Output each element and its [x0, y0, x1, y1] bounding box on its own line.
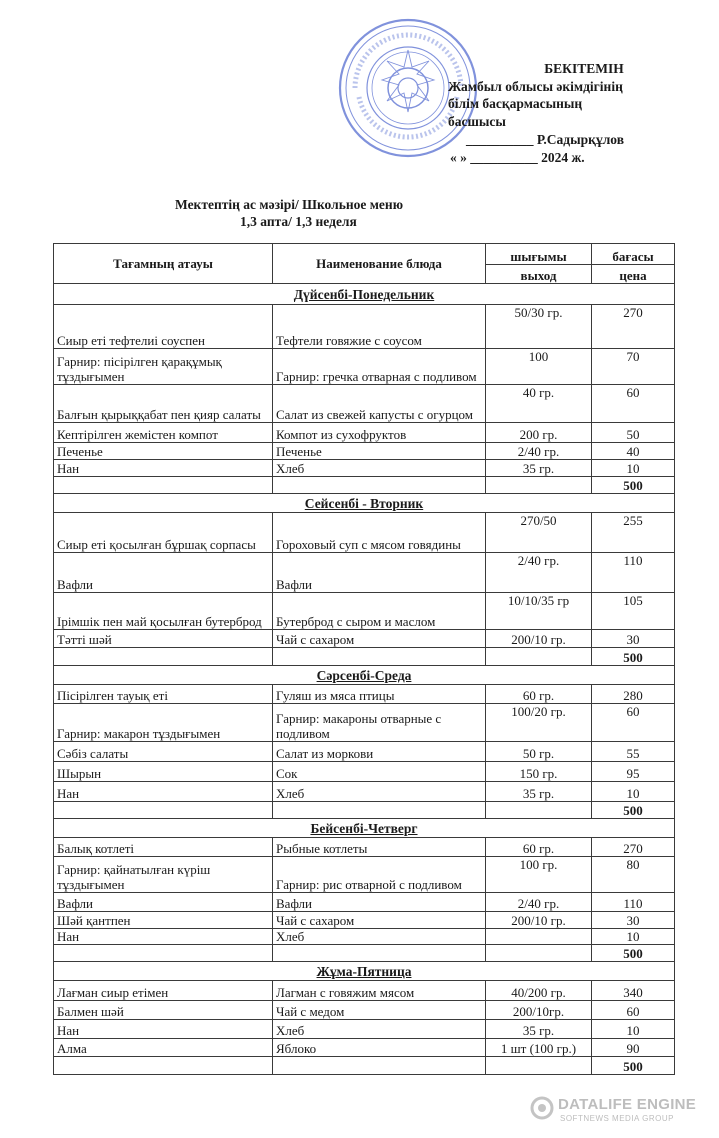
empty-cell — [273, 477, 486, 494]
total-row — [54, 477, 675, 494]
table-row — [54, 893, 675, 912]
dish-name-kz: Нан — [54, 1020, 273, 1039]
dish-name-ru: Салат из моркови — [273, 742, 486, 762]
dish-name-kz: Нан — [54, 782, 273, 802]
dish-price: 270 — [592, 305, 675, 349]
dish-name-kz: Гарнир: қайнатылған күріш тұздығымен — [54, 857, 273, 893]
dish-name-ru: Печенье — [273, 443, 486, 460]
table-row — [54, 593, 675, 630]
table-row — [54, 553, 675, 593]
dish-name-ru: Лагман с говяжим мясом — [273, 981, 486, 1001]
dish-price: 95 — [592, 762, 675, 782]
day-header-row — [54, 494, 675, 513]
dish-yield: 60 гр. — [486, 838, 592, 857]
dish-price: 110 — [592, 553, 675, 593]
dish-name-ru: Сок — [273, 762, 486, 782]
dish-yield: 40 гр. — [486, 385, 592, 423]
dish-name-kz: Балық котлеті — [54, 838, 273, 857]
dish-price: 30 — [592, 630, 675, 648]
empty-cell — [486, 802, 592, 819]
header-price-kz: бағасы — [592, 244, 675, 265]
dish-name-kz: Кептірілген жемістен компот — [54, 423, 273, 443]
day-total: 500 — [592, 802, 675, 819]
dish-yield: 50/30 гр. — [486, 305, 592, 349]
dish-name-ru: Чай с сахаром — [273, 912, 486, 929]
day-header-row — [54, 284, 675, 305]
dish-name-ru: Тефтели говяжие с соусом — [273, 305, 486, 349]
table-row — [54, 423, 675, 443]
header-name-ru: Наименование блюда — [273, 244, 486, 284]
table-row — [54, 349, 675, 385]
table-row — [54, 912, 675, 929]
empty-cell — [54, 1057, 273, 1075]
table-row — [54, 762, 675, 782]
table-row — [54, 1020, 675, 1039]
dish-name-kz: Тәтті шәй — [54, 630, 273, 648]
dish-price: 70 — [592, 349, 675, 385]
approval-line-1: Жамбыл облысы әкімдігінің — [448, 78, 623, 94]
dish-price: 30 — [592, 912, 675, 929]
header-name-kz: Тағамның атауы — [54, 244, 273, 284]
day-total: 500 — [592, 945, 675, 962]
empty-cell — [54, 648, 273, 666]
dish-name-ru: Салат из свежей капусты с огурцом — [273, 385, 486, 423]
approval-heading: БЕКІТЕМІН — [544, 61, 624, 76]
dish-name-ru: Чай с медом — [273, 1001, 486, 1020]
table-row — [54, 782, 675, 802]
table-row — [54, 1001, 675, 1020]
empty-cell — [486, 477, 592, 494]
title-line-2: 1,3 апта/ 1,3 неделя — [240, 214, 357, 229]
day-title: Сейсенбі - Вторник — [54, 494, 675, 513]
approval-line-3: басшысы — [448, 113, 506, 129]
table-row — [54, 305, 675, 349]
dish-name-kz: Гарнир: пісірілген қарақұмық тұздығымен — [54, 349, 273, 385]
dish-yield — [486, 929, 592, 945]
dish-name-ru: Вафли — [273, 893, 486, 912]
approval-block — [448, 60, 710, 166]
dish-name-ru: Хлеб — [273, 1020, 486, 1039]
dish-price: 90 — [592, 1039, 675, 1057]
dish-price: 60 — [592, 385, 675, 423]
title-line-1: Мектептің ас мәзірі/ Школьное меню — [175, 197, 404, 212]
menu-table — [53, 243, 675, 1075]
table-row — [54, 981, 675, 1001]
dish-price: 40 — [592, 443, 675, 460]
dish-name-kz: Пісірілген тауық еті — [54, 685, 273, 704]
day-title: Бейсенбі-Четверг — [54, 819, 675, 838]
table-row — [54, 929, 675, 945]
empty-cell — [54, 945, 273, 962]
empty-cell — [273, 945, 486, 962]
dish-price: 50 — [592, 423, 675, 443]
dish-price: 280 — [592, 685, 675, 704]
total-row — [54, 802, 675, 819]
dish-price: 10 — [592, 460, 675, 477]
empty-cell — [273, 1057, 486, 1075]
dish-price: 105 — [592, 593, 675, 630]
dish-name-ru: Хлеб — [273, 929, 486, 945]
day-title: Дүйсенбі-Понедельник — [54, 284, 675, 305]
dish-name-ru: Вафли — [273, 553, 486, 593]
dish-name-kz: Вафли — [54, 893, 273, 912]
dish-name-kz: Нан — [54, 460, 273, 477]
dish-name-kz: Балмен шәй — [54, 1001, 273, 1020]
dish-name-kz: Сиыр еті тефтелиі соуспен — [54, 305, 273, 349]
dish-yield: 40/200 гр. — [486, 981, 592, 1001]
header-yield-kz: шығымы — [486, 244, 592, 265]
dish-yield: 270/50 — [486, 513, 592, 553]
dish-name-kz: Шәй қантпен — [54, 912, 273, 929]
dish-name-kz: Сиыр еті қосылған бұршақ сорпасы — [54, 513, 273, 553]
total-row — [54, 648, 675, 666]
table-row — [54, 385, 675, 423]
empty-cell — [486, 648, 592, 666]
dish-name-kz: Лағман сиыр етімен — [54, 981, 273, 1001]
table-row — [54, 685, 675, 704]
day-total: 500 — [592, 477, 675, 494]
menu-body — [54, 284, 675, 1075]
dish-yield: 10/10/35 гр — [486, 593, 592, 630]
dish-name-ru: Гороховый суп с мясом говядины — [273, 513, 486, 553]
empty-cell — [486, 945, 592, 962]
dish-name-kz: Шырын — [54, 762, 273, 782]
dish-yield: 2/40 гр. — [486, 553, 592, 593]
dish-price: 60 — [592, 704, 675, 742]
dish-price: 255 — [592, 513, 675, 553]
total-row — [54, 1057, 675, 1075]
dish-name-kz: Алма — [54, 1039, 273, 1057]
empty-cell — [273, 648, 486, 666]
dish-yield: 2/40 гр. — [486, 893, 592, 912]
day-title: Сәрсенбі-Среда — [54, 666, 675, 685]
table-row — [54, 443, 675, 460]
dish-yield: 150 гр. — [486, 762, 592, 782]
dish-name-ru: Яблоко — [273, 1039, 486, 1057]
day-total: 500 — [592, 1057, 675, 1075]
dish-price: 340 — [592, 981, 675, 1001]
dish-name-ru: Чай с сахаром — [273, 630, 486, 648]
dish-name-kz: Гарнир: макарон тұздығымен — [54, 704, 273, 742]
total-row — [54, 945, 675, 962]
dish-price: 10 — [592, 782, 675, 802]
dish-price: 60 — [592, 1001, 675, 1020]
dish-name-kz: Печенье — [54, 443, 273, 460]
approval-signature: __________ Р.Садырқұлов — [466, 132, 624, 147]
dish-yield: 200/10гр. — [486, 1001, 592, 1020]
empty-cell — [486, 1057, 592, 1075]
dish-yield: 200/10 гр. — [486, 630, 592, 648]
day-header-row — [54, 819, 675, 838]
watermark-brand: DATALIFE ENGINE — [558, 1096, 697, 1113]
dish-yield: 35 гр. — [486, 460, 592, 477]
table-row — [54, 742, 675, 762]
dish-yield: 100 — [486, 349, 592, 385]
table-row — [54, 857, 675, 893]
dish-price: 110 — [592, 893, 675, 912]
dish-name-ru: Рыбные котлеты — [273, 838, 486, 857]
dish-name-ru: Гарнир: макароны отварные с подливом — [273, 704, 486, 742]
empty-cell — [273, 802, 486, 819]
empty-cell — [54, 477, 273, 494]
dish-yield: 100/20 гр. — [486, 704, 592, 742]
day-header-row — [54, 666, 675, 685]
approval-date: « » __________ 2024 ж. — [450, 149, 585, 165]
day-header-row — [54, 962, 675, 981]
dish-name-kz: Вафли — [54, 553, 273, 593]
dish-yield: 50 гр. — [486, 742, 592, 762]
dish-price: 270 — [592, 838, 675, 857]
day-total: 500 — [592, 648, 675, 666]
dish-name-kz: Нан — [54, 929, 273, 945]
dish-yield: 2/40 гр. — [486, 443, 592, 460]
table-row — [54, 704, 675, 742]
dish-price: 10 — [592, 929, 675, 945]
dish-yield: 200 гр. — [486, 423, 592, 443]
header-yield-ru: выход — [486, 265, 592, 284]
datalife-logo-icon — [530, 1096, 554, 1120]
table-row — [54, 838, 675, 857]
dish-name-ru: Гарнир: рис отварной с подливом — [273, 857, 486, 893]
dish-price: 10 — [592, 1020, 675, 1039]
dish-yield: 200/10 гр. — [486, 912, 592, 929]
dish-name-kz: Сәбіз салаты — [54, 742, 273, 762]
dish-name-ru: Хлеб — [273, 782, 486, 802]
dish-yield: 60 гр. — [486, 685, 592, 704]
empty-cell — [54, 802, 273, 819]
dish-name-ru: Гарнир: гречка отварная с подливом — [273, 349, 486, 385]
dish-name-kz: Балғын қырыққабат пен қияр салаты — [54, 385, 273, 423]
table-row — [54, 513, 675, 553]
dish-name-ru: Бутерброд с сыром и маслом — [273, 593, 486, 630]
dish-yield: 1 шт (100 гр.) — [486, 1039, 592, 1057]
dish-name-ru: Компот из сухофруктов — [273, 423, 486, 443]
watermark-sub: SOFTNEWS MEDIA GROUP — [560, 1114, 675, 1123]
header-price-ru: цена — [592, 265, 675, 284]
dish-yield: 35 гр. — [486, 782, 592, 802]
day-title: Жұма-Пятница — [54, 962, 675, 981]
dish-name-ru: Гуляш из мяса птицы — [273, 685, 486, 704]
approval-line-2: білім басқармасының — [448, 96, 583, 111]
dish-price: 55 — [592, 742, 675, 762]
table-row — [54, 460, 675, 477]
dish-name-ru: Хлеб — [273, 460, 486, 477]
dish-name-kz: Ірімшік пен май қосылған бутерброд — [54, 593, 273, 630]
table-row — [54, 630, 675, 648]
dish-yield: 100 гр. — [486, 857, 592, 893]
dish-yield: 35 гр. — [486, 1020, 592, 1039]
dish-price: 80 — [592, 857, 675, 893]
table-row — [54, 1039, 675, 1057]
